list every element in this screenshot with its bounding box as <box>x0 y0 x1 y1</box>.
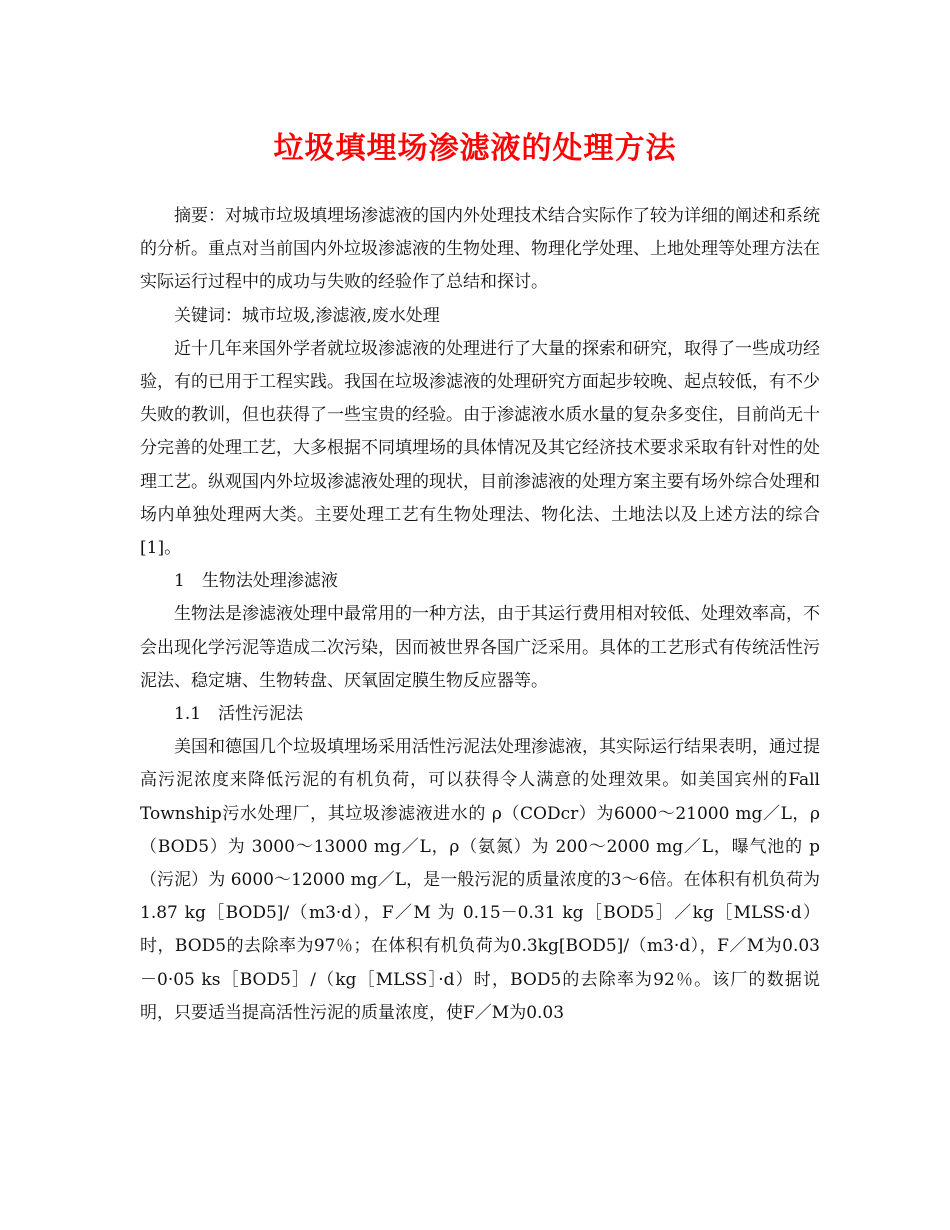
section-paragraph: 生物法是渗滤液处理中最常用的一种方法，由于其运行费用相对较低、处理效率高，不会出现化学污泥等造成二次污染，因而被世界各国广泛采用。具体的工艺形式有传统活性污泥法、稳定塘、生物转盘、厌氧固定膜生物反应器等。 <box>140 604 820 691</box>
document-title: 垃圾填埋场渗滤液的处理方法 <box>273 131 677 166</box>
subsection-heading: 1.1 活性污泥法 <box>174 704 304 725</box>
section-heading: 1 生物法处理渗滤液 <box>174 571 338 592</box>
intro-paragraph: 近十几年来国外学者就垃圾渗滤液的处理进行了大量的探索和研究，取得了一些成功经验，有的已用于工程实践。我国在垃圾渗滤液的处理研究方面起步较晚、起点较低，有不少失败的教训，但也获得了一些宝贵的经验。由于渗滤液水质水量的复杂多变住，目前尚无十分完善的处理工艺，大多根据不同填埋场的具体情况及其它经济技术要求采取有针对性的处理工艺。纵观国内外垃圾渗滤液处理的现状，目前渗滤液的处理方案主要有场外综合处理和场内单独处理两大类。主要处理工艺有生物处理法、物化法、土地法以及上述方法的综合[1]。 <box>140 338 820 559</box>
keywords-paragraph: 关键词：城市垃圾,渗滤液,废水处理 <box>174 305 440 326</box>
document-body <box>140 200 820 1030</box>
subsection-paragraph: 美国和德国几个垃圾填埋场采用活性污泥法处理渗滤液，其实际运行结果表明，通过提高污泥浓度来降低污泥的有机负荷，可以获得令人满意的处理效果。如美国宾州的Fall Township污水处理厂，其垃圾渗滤液进水的 ρ（CODcr）为6000～21000 mg／L，ρ（BOD5）为 3000～13000 mg／L，ρ（氨氮）为 200～2000 mg／L，曝气池的 p（污泥）为 6000～12000 mg／L，是一般污泥的质量浓度的3～6倍。在体积有机负荷为 1.87 kg［BOD5]/（m3·d），F／M 为 0.15－0.31 kg［BOD5］／kg［MLSS·d）时，BOD5的去除率为97％；在体积有机负荷为0.3kg[BOD5]/（m3·d），F／M为0.03－0·05 ks［BOD5］/（kg［MLSS］·d）时，BOD5的去除率为92％。该厂的数据说明，只要适当提高活性污泥的质量浓度，使F／M为0.03 <box>140 737 820 1023</box>
abstract-paragraph: 摘要：对城市垃圾填埋场渗滤液的国内外处理技术结合实际作了较为详细的阐述和系统的分析。重点对当前国内外垃圾渗滤液的生物处理、物理化学处理、上地处理等处理方法在实际运行过程中的成功与失败的经验作了总结和探讨。 <box>140 206 820 293</box>
